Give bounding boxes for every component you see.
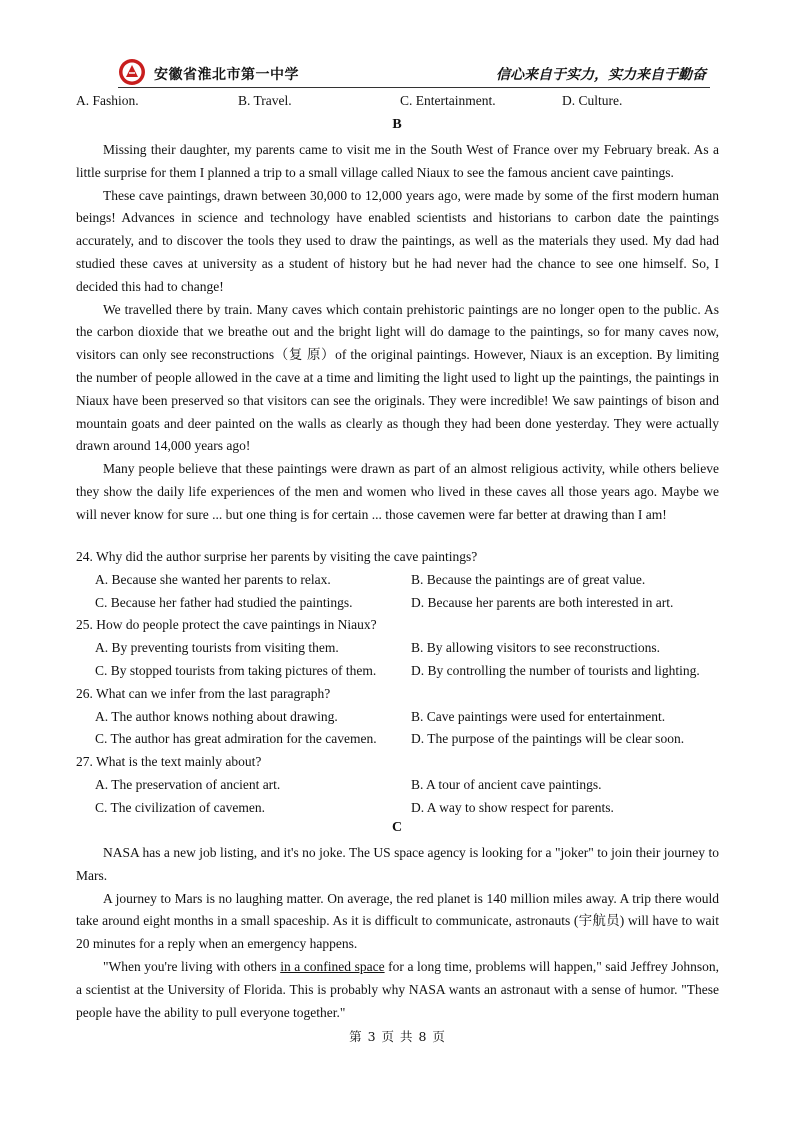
option-c: C. The civilization of cavemen. xyxy=(95,799,265,815)
option-c: C. By stopped tourists from taking pictures of them. xyxy=(95,662,377,678)
option-b: B. By allowing visitors to see reconstructions. xyxy=(411,640,660,656)
option-row xyxy=(76,706,719,729)
question-list xyxy=(76,546,719,820)
page-number-footer: 第 3 页 共 8 页 xyxy=(349,1029,445,1044)
option-row xyxy=(76,569,719,592)
page-header xyxy=(118,58,710,88)
question-26 xyxy=(76,683,719,751)
option-d: D. Because her parents are both interested in art. xyxy=(411,594,674,610)
passage-c-paragraph-1: NASA has a new job listing, and it's no joke. The US space agency is looking for a "joker" to join their journey to Mars. xyxy=(76,845,719,883)
previous-question-options xyxy=(76,93,716,113)
option-b: B. Travel. xyxy=(238,93,292,108)
passage-b-paragraph-3: We travelled there by train. Many caves which contain prehistoric paintings are no longer open to the public. As the carbon dioxide that we breathe out and the bright light will do damage to the paintings, so for many caves now, visitors can only see reconstructions（复 原）of the original paintings. However, Niaux is an exception. By limiting the number of people allowed in the cave at a time and limiting the light used to light up the paintings, the paintings in Niaux have been preserved so that visitors can see the originals. They were incredible! We saw paintings of bison and mountain goats and deer painted on the walls as clearly as though they had been done yesterday. They were actually drawn around 14,000 years ago! xyxy=(76,301,719,454)
passage-b-paragraph-1: Missing their daughter, my parents came to visit me in the South West of France over my February break. As a little surprise for them I planned a trip to a small village called Niaux to see the famous ancient cave paintings. xyxy=(76,142,719,180)
question-stem: 27. What is the text mainly about? xyxy=(76,754,262,770)
option-a: A. By preventing tourists from visiting them. xyxy=(95,640,339,656)
passage-c xyxy=(76,842,719,1024)
question-24 xyxy=(76,546,719,614)
option-b: B. Because the paintings are of great value. xyxy=(411,571,646,587)
option-row xyxy=(76,797,719,820)
quote-start: "When you're living with others xyxy=(103,958,281,974)
question-27 xyxy=(76,751,719,819)
header-divider xyxy=(118,87,710,88)
question-25 xyxy=(76,614,719,682)
section-c-title: C xyxy=(391,820,403,835)
option-d: D. The purpose of the paintings will be clear soon. xyxy=(411,731,685,747)
question-stem: 24. Why did the author surprise her parents by visiting the cave paintings? xyxy=(76,549,478,564)
school-logo-icon xyxy=(118,58,146,86)
option-c: C. The author has great admiration for the cavemen. xyxy=(95,731,377,747)
option-row xyxy=(76,774,719,797)
option-a: A. The preservation of ancient art. xyxy=(95,776,281,792)
option-row xyxy=(76,660,719,683)
school-motto: 信心来自于实力，实力来自于勤奋 xyxy=(496,67,706,83)
option-d: D. A way to show respect for parents. xyxy=(411,799,614,815)
option-d: D. By controlling the number of tourists and lighting. xyxy=(411,662,700,678)
option-c: C. Because her father had studied the paintings. xyxy=(95,594,353,610)
quote-rest: for a long time, problems will happen," said Jeffrey Johnson, a scientist at the University of Florida. This is probably why NASA wants an astronaut with a sense of humor. "These people have the ability to pull everyone together." xyxy=(76,958,720,1020)
section-b-title: B xyxy=(392,117,402,132)
option-c: C. Entertainment. xyxy=(400,93,496,108)
passage-c-paragraph-2: A journey to Mars is no laughing matter. On average, the red planet is 140 million miles away. A trip there would take around eight months in a small spaceship. As it is difficult to communicate, astronauts (宇航员) will have to wait 20 minutes for a reply when an emergency happens. xyxy=(76,890,719,952)
option-d: D. Culture. xyxy=(562,93,623,108)
passage-b xyxy=(76,139,719,527)
option-a: A. Fashion. xyxy=(76,93,139,108)
option-row xyxy=(76,637,719,660)
passage-c-paragraph-3 xyxy=(76,956,719,1024)
option-row xyxy=(76,728,719,751)
option-a: A. Because she wanted her parents to relax. xyxy=(95,571,331,587)
question-stem: 25. How do people protect the cave paintings in Niaux? xyxy=(76,617,377,633)
underlined-phrase: in a confined space xyxy=(280,958,385,974)
school-name: 安徽省淮北市第一中学 xyxy=(154,67,299,83)
passage-b-paragraph-2: These cave paintings, drawn between 30,000 to 12,000 years ago, were made by some of the first modern human beings! Advances in science and technology have enabled scientists and historians to carbon date the paintings accurately, and to discover the tools they used to draw the paintings, as well as the materials they used. My dad had studied these caves at university as a student of history but he had never had the chance to see one himself. So, I decided this had to change! xyxy=(76,187,719,294)
option-row xyxy=(76,592,719,615)
passage-b-paragraph-4: Many people believe that these paintings were drawn as part of an almost religious activity, while others believe they show the daily life experiences of the men and women who lived in these caves all those years ago. Maybe we will never know for sure ... but one thing is for certain ... those cavemen were far better at drawing than I am! xyxy=(76,461,719,522)
question-stem: 26. What can we infer from the last paragraph? xyxy=(76,685,331,701)
option-b: B. A tour of ancient cave paintings. xyxy=(411,776,602,792)
option-a: A. The author knows nothing about drawing. xyxy=(95,708,338,724)
option-b: B. Cave paintings were used for entertainment. xyxy=(411,708,666,724)
